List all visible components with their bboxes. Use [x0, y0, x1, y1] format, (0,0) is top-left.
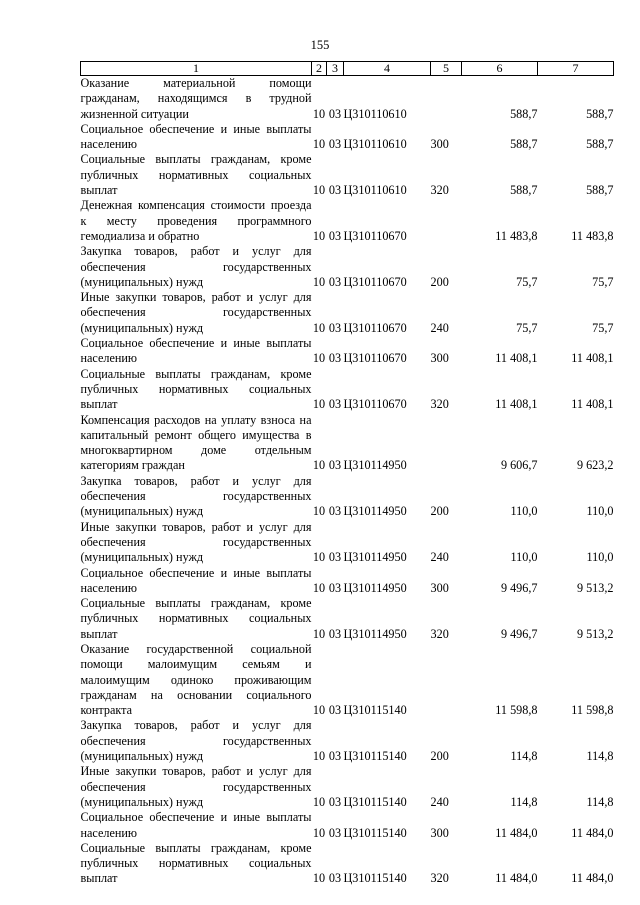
row-name-text: Закупка товаров, работ и услуг для обеспечения государственных (муниципальных) нужд — [80, 718, 312, 764]
row-amount-year-1: 588,7 — [510, 183, 538, 198]
row-name-text: Социальное обеспечение и иные выплаты населению — [80, 810, 312, 840]
row-name-text: Социальные выплаты гражданам, кроме публичных нормативных социальных выплат — [80, 152, 312, 198]
row-amount-year-2: 11 483,8 — [571, 228, 614, 243]
column-header: 3 — [327, 62, 344, 76]
row-target-article: Ц310110670 — [343, 274, 407, 289]
row-amount-year-2: 11 598,8 — [571, 703, 614, 718]
table-row — [81, 76, 614, 122]
row-amount-year-1: 11 483,8 — [495, 228, 538, 243]
row-target-article: Ц310110610 — [343, 183, 407, 198]
table-row — [81, 367, 614, 413]
row-name-text: Социальное обеспечение и иные выплаты населению — [80, 121, 312, 152]
row-amount-year-2: 75,7 — [592, 274, 614, 289]
row-subsection: 03 — [328, 626, 342, 641]
row-target-article: Ц310115140 — [343, 794, 407, 809]
table-row — [81, 198, 614, 244]
row-expense-type: 200 — [430, 274, 449, 289]
row-name — [81, 122, 312, 153]
row-subsection: 03 — [328, 794, 342, 809]
row-amount-year-1: 110,0 — [510, 504, 538, 519]
row-amount-year-1: 11 484,0 — [495, 871, 538, 886]
table-row — [81, 122, 614, 153]
row-name — [81, 642, 312, 718]
table-row — [81, 596, 614, 642]
page-number: 155 — [310, 38, 330, 52]
row-amount-year-1: 9 496,7 — [500, 626, 538, 641]
row-expense-type: 200 — [430, 504, 449, 519]
table-row — [81, 520, 614, 566]
row-name — [81, 474, 312, 520]
row-target-article: Ц310115140 — [343, 703, 407, 718]
row-subsection: 03 — [328, 228, 342, 243]
row-section: 10 — [312, 228, 326, 243]
table-row — [81, 336, 614, 367]
row-name-text: Социальное обеспечение и иные выплаты населению — [80, 565, 312, 595]
row-amount-year-2: 11 408,1 — [571, 397, 614, 412]
row-amount-year-2: 110,0 — [586, 550, 614, 565]
row-section: 10 — [312, 137, 326, 152]
row-subsection: 03 — [328, 458, 342, 473]
row-section: 10 — [312, 626, 326, 641]
row-target-article: Ц310114950 — [343, 626, 407, 641]
row-target-article: Ц310110670 — [343, 320, 407, 335]
row-amount-year-1: 588,7 — [510, 106, 538, 121]
row-amount-year-2: 588,7 — [586, 137, 614, 152]
row-amount-year-1: 75,7 — [516, 320, 538, 335]
row-amount-year-2: 11 484,0 — [571, 871, 614, 886]
row-amount-year-2: 588,7 — [586, 183, 614, 198]
row-expense-type: 300 — [430, 137, 449, 152]
row-subsection: 03 — [328, 504, 342, 519]
table-row — [81, 244, 614, 290]
row-name-text: Оказание государственной социальной помощи малоимущим семьям и малоимущим одиноко проживающим гражданам на основании социального контракта — [80, 641, 312, 718]
row-amount-year-1: 75,7 — [516, 274, 538, 289]
row-target-article: Ц310115140 — [343, 871, 407, 886]
row-name — [81, 841, 312, 887]
row-subsection: 03 — [328, 274, 342, 289]
column-header: 6 — [462, 62, 538, 76]
row-section: 10 — [312, 825, 326, 840]
row-expense-type: 240 — [430, 550, 449, 565]
row-expense-type: 320 — [430, 397, 449, 412]
row-target-article: Ц310110610 — [343, 106, 407, 121]
row-section: 10 — [312, 106, 326, 121]
row-subsection: 03 — [328, 351, 342, 366]
row-expense-type: 240 — [430, 794, 449, 809]
column-header: 5 — [431, 62, 462, 76]
row-target-article: Ц310114950 — [343, 550, 407, 565]
row-amount-year-1: 11 484,0 — [495, 825, 538, 840]
table-row — [81, 764, 614, 810]
row-name — [81, 810, 312, 841]
column-header: 4 — [344, 62, 431, 76]
row-name-text: Денежная компенсация стоимости проезда к месту проведения программного гемодиализа и обратно — [80, 198, 312, 243]
row-amount-year-1: 11 598,8 — [495, 703, 538, 718]
row-section: 10 — [312, 749, 326, 764]
row-expense-type: 320 — [430, 183, 449, 198]
table-row — [81, 413, 614, 474]
row-amount-year-2: 9 513,2 — [576, 580, 614, 595]
row-expense-type: 320 — [430, 871, 449, 886]
row-name — [81, 596, 312, 642]
row-name-text: Оказание материальной помощи гражданам, находящимся в трудной жизненной ситуации — [80, 76, 312, 121]
row-amount-year-2: 588,7 — [586, 106, 614, 121]
row-subsection: 03 — [328, 825, 342, 840]
row-expense-type: 320 — [430, 626, 449, 641]
row-section: 10 — [312, 794, 326, 809]
row-amount-year-1: 110,0 — [510, 550, 538, 565]
row-target-article: Ц310110610 — [343, 137, 407, 152]
row-name-text: Иные закупки товаров, работ и услуг для обеспечения государственных (муниципальных) нужд — [80, 764, 312, 809]
row-name-text: Компенсация расходов на уплату взноса на капитальный ремонт общего имущества в многоквартирном доме отдельным категориям граждан — [80, 412, 312, 473]
row-name — [81, 413, 312, 474]
row-subsection: 03 — [328, 106, 342, 121]
column-header: 2 — [312, 62, 327, 76]
row-name-text: Социальные выплаты гражданам, кроме публичных нормативных социальных выплат — [80, 366, 312, 412]
row-expense-type: 200 — [430, 749, 449, 764]
row-section: 10 — [312, 580, 326, 595]
row-target-article: Ц310110670 — [343, 397, 407, 412]
column-header: 1 — [81, 62, 312, 76]
row-expense-type — [431, 198, 462, 244]
table-header-row — [81, 62, 614, 76]
row-section: 10 — [312, 397, 326, 412]
row-section: 10 — [312, 320, 326, 335]
row-expense-type: 240 — [430, 320, 449, 335]
row-name — [81, 290, 312, 336]
row-amount-year-1: 114,8 — [510, 749, 538, 764]
row-target-article: Ц310115140 — [343, 749, 407, 764]
row-section: 10 — [312, 550, 326, 565]
table-row — [81, 810, 614, 841]
row-expense-type: 300 — [430, 351, 449, 366]
row-name-text: Закупка товаров, работ и услуг для обеспечения государственных (муниципальных) нужд — [80, 244, 312, 289]
row-amount-year-1: 11 408,1 — [495, 397, 538, 412]
row-target-article: Ц310110670 — [343, 351, 407, 366]
row-subsection: 03 — [328, 320, 342, 335]
row-amount-year-2: 11 408,1 — [571, 351, 614, 366]
row-section: 10 — [312, 183, 326, 198]
row-expense-type — [431, 413, 462, 474]
table-row — [81, 841, 614, 887]
row-amount-year-2: 114,8 — [586, 749, 614, 764]
row-amount-year-2: 11 484,0 — [571, 825, 614, 840]
row-amount-year-1: 11 408,1 — [495, 351, 538, 366]
row-section: 10 — [312, 351, 326, 366]
row-subsection: 03 — [328, 871, 342, 886]
row-expense-type: 300 — [430, 580, 449, 595]
row-section: 10 — [312, 703, 326, 718]
row-subsection: 03 — [328, 703, 342, 718]
row-target-article: Ц310114950 — [343, 458, 407, 473]
row-target-article: Ц310115140 — [343, 825, 407, 840]
row-name — [81, 718, 312, 764]
row-name — [81, 244, 312, 290]
row-section: 10 — [312, 274, 326, 289]
row-target-article: Ц310110670 — [343, 228, 407, 243]
row-amount-year-2: 110,0 — [586, 504, 614, 519]
row-name — [81, 76, 312, 122]
row-name — [81, 764, 312, 810]
row-subsection: 03 — [328, 137, 342, 152]
row-section: 10 — [312, 871, 326, 886]
row-name-text: Иные закупки товаров, работ и услуг для обеспечения государственных (муниципальных) нужд — [80, 290, 312, 335]
row-amount-year-1: 114,8 — [510, 794, 538, 809]
row-subsection: 03 — [328, 183, 342, 198]
row-expense-type — [431, 642, 462, 718]
row-name — [81, 336, 312, 367]
row-name-text: Социальное обеспечение и иные выплаты населению — [80, 336, 312, 366]
row-name-text: Социальные выплаты гражданам, кроме публичных нормативных социальных выплат — [80, 596, 312, 641]
row-section: 10 — [312, 504, 326, 519]
column-header: 7 — [538, 62, 614, 76]
row-amount-year-2: 9 623,2 — [576, 458, 614, 473]
table-row — [81, 474, 614, 520]
row-name — [81, 367, 312, 413]
row-name — [81, 198, 312, 244]
row-name — [81, 566, 312, 597]
row-amount-year-2: 9 513,2 — [576, 626, 614, 641]
row-subsection: 03 — [328, 749, 342, 764]
row-subsection: 03 — [328, 580, 342, 595]
row-subsection: 03 — [328, 550, 342, 565]
row-target-article: Ц310114950 — [343, 580, 407, 595]
row-amount-year-1: 9 496,7 — [500, 580, 538, 595]
table-body — [81, 76, 614, 887]
row-name — [81, 520, 312, 566]
row-name-text: Иные закупки товаров, работ и услуг для обеспечения государственных (муниципальных) нужд — [80, 519, 312, 565]
table-row — [81, 642, 614, 718]
table-row — [81, 290, 614, 336]
row-amount-year-1: 588,7 — [510, 137, 538, 152]
row-section: 10 — [312, 458, 326, 473]
row-amount-year-2: 75,7 — [592, 320, 614, 335]
budget-table — [80, 61, 614, 887]
table-row — [81, 152, 614, 198]
row-target-article: Ц310114950 — [343, 504, 407, 519]
row-name-text: Закупка товаров, работ и услуг для обеспечения государственных (муниципальных) нужд — [80, 473, 312, 519]
table-row — [81, 566, 614, 597]
table-row — [81, 718, 614, 764]
row-name-text: Социальные выплаты гражданам, кроме публичных нормативных социальных выплат — [80, 840, 312, 886]
row-amount-year-2: 114,8 — [586, 794, 614, 809]
row-amount-year-1: 9 606,7 — [500, 458, 538, 473]
row-expense-type: 300 — [430, 825, 449, 840]
row-expense-type — [431, 76, 462, 122]
row-subsection: 03 — [328, 397, 342, 412]
row-name — [81, 152, 312, 198]
